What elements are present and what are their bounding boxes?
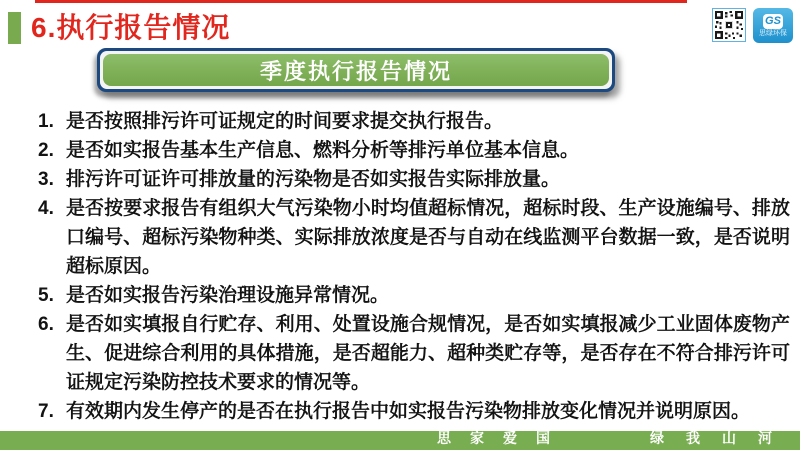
checklist-item (38, 310, 790, 397)
section-banner-frame (100, 51, 612, 89)
item-text: 有效期内发生停产的是否在执行报告中如实报告污染物排放变化情况并说明原因。 (66, 401, 751, 422)
item-text: 是否如实报告污染治理设施异常情况。 (66, 285, 390, 306)
item-number: 4. (38, 198, 54, 219)
item-text: 排污许可证许可排放量的污染物是否如实报告实际排放量。 (66, 169, 561, 190)
checklist (38, 107, 790, 426)
checklist-item (38, 165, 790, 194)
item-text: 是否按照排污许可证规定的时间要求提交执行报告。 (66, 111, 504, 132)
section-banner-label: 季度执行报告情况 (259, 58, 452, 84)
logo-label: 思绿环保 (759, 29, 787, 37)
item-number: 3. (38, 169, 54, 190)
item-number: 6. (38, 314, 54, 335)
company-logo (753, 8, 793, 43)
item-text: 是否如实填报自行贮存、利用、处置设施合规情况，是否如实填报减少工业固体废物产生、促进综合利用的具体措施，是否超能力、超种类贮存等，是否存在不符合排污许可证规定污染防控技术要求的情况等。 (66, 314, 790, 393)
checklist-item (38, 281, 790, 310)
item-number: 1. (38, 111, 54, 132)
section-banner (97, 48, 615, 92)
item-number: 2. (38, 140, 54, 161)
top-rule (35, 0, 687, 3)
item-text: 是否如实报告基本生产信息、燃料分析等排污单位基本信息。 (66, 140, 580, 161)
logo-monogram: GS (763, 14, 783, 29)
footer-slogan-right: 绿我山河 (650, 430, 794, 446)
item-number: 5. (38, 285, 54, 306)
qr-code (712, 8, 746, 42)
item-number: 7. (38, 401, 54, 422)
qr-code-pattern (715, 11, 743, 39)
page-title: 6.执行报告情况 (31, 12, 231, 43)
checklist-item (38, 107, 790, 136)
title-accent-bar (8, 12, 21, 44)
item-text: 是否按要求报告有组织大气污染物小时均值超标情况，超标时段、生产设施编号、排放口编号、超标污染物种类、实际排放浓度是否与自动在线监测平台数据一致，是否说明超标原因。 (66, 198, 790, 277)
checklist-item (38, 194, 790, 281)
section-banner-pill (103, 54, 609, 86)
footer-slogan-left: 思家爱国 (437, 430, 569, 446)
checklist-item (38, 136, 790, 165)
checklist-item (38, 397, 790, 426)
